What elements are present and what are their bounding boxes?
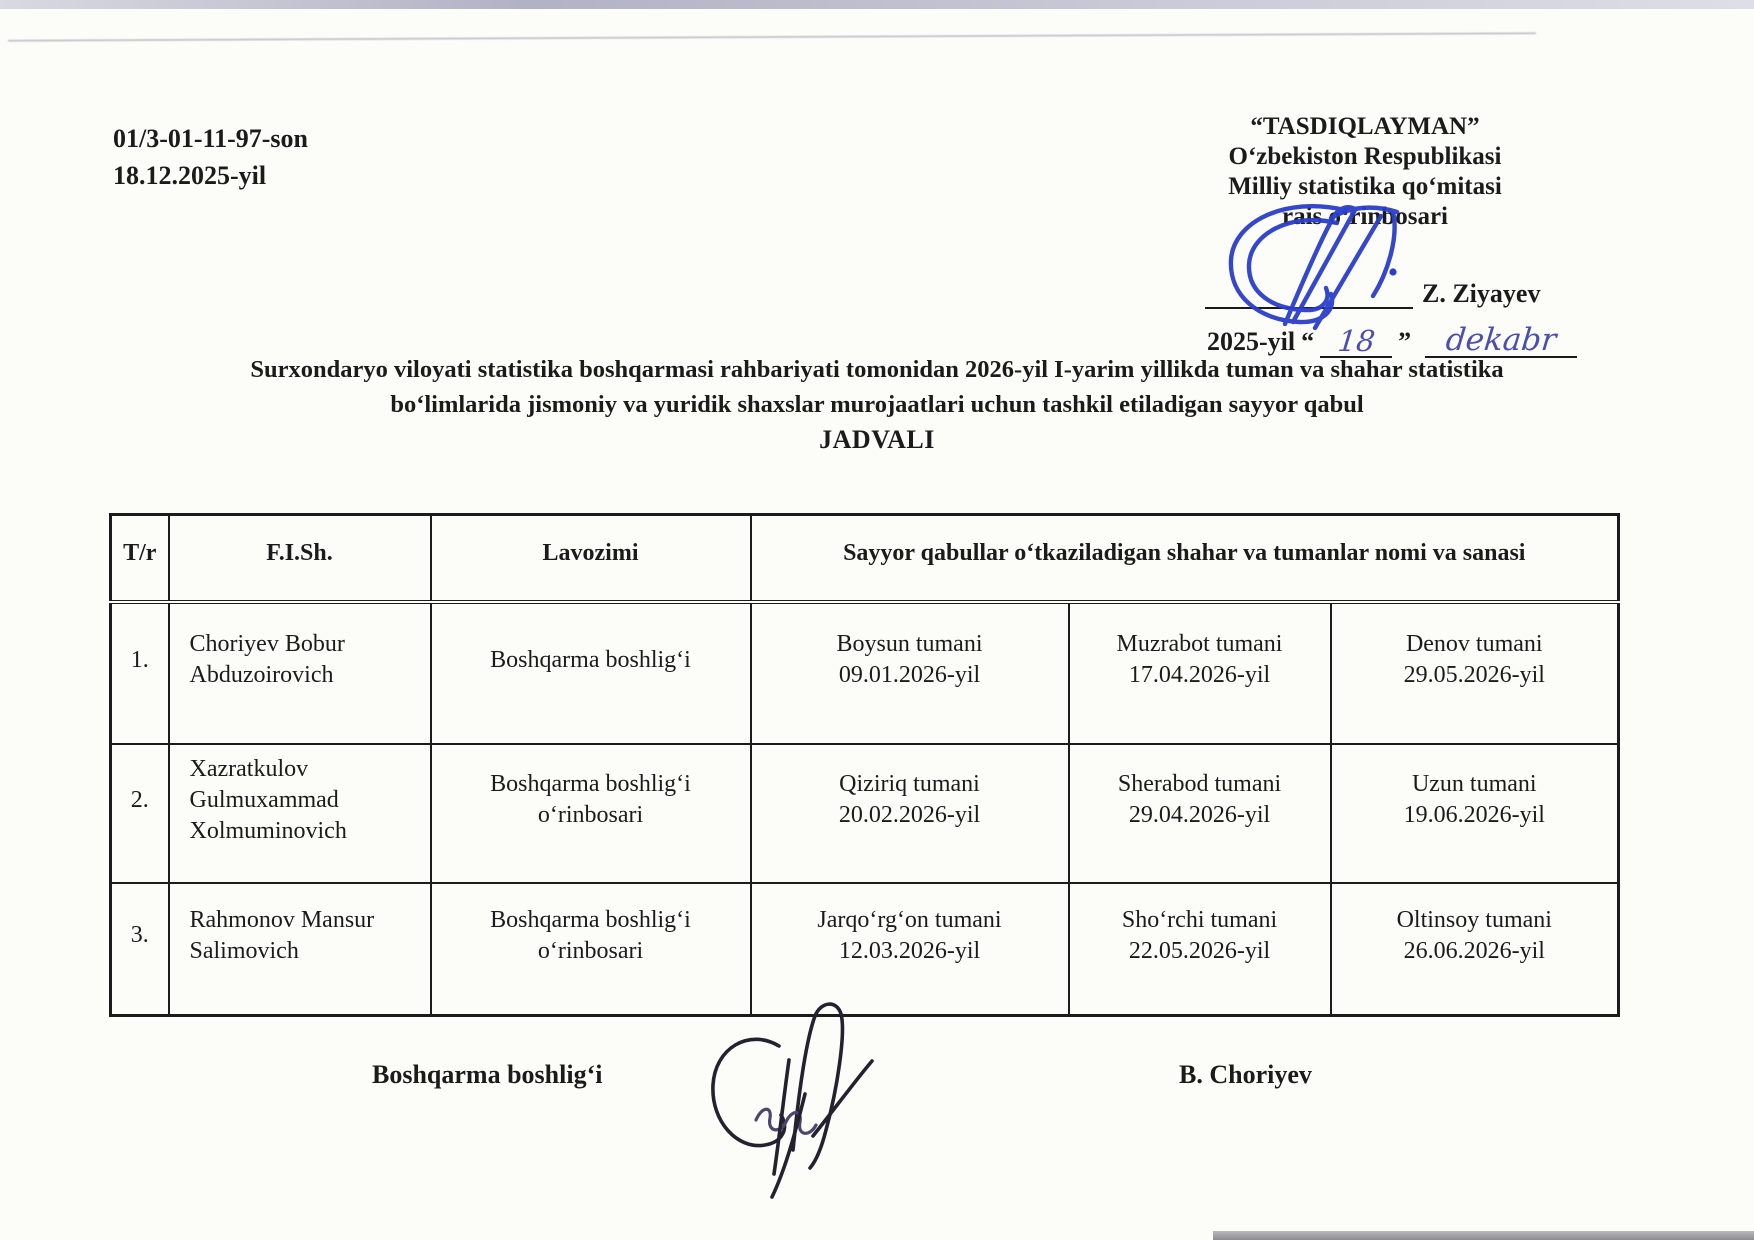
handwritten-month: dekabr [1444,322,1559,358]
header-position: Lavozimi [431,515,751,602]
visit-place: Sherabod tumani [1117,771,1282,797]
cell-num: 3. [111,883,169,1016]
title-line3: JADVALI [819,425,935,454]
scanner-edge-band-bottom [1213,1231,1754,1240]
handwritten-day: 18 [1335,324,1377,358]
schedule-table [109,513,1620,1017]
footer-signer-name: B. Choriyev [1179,1060,1312,1089]
cell-visit [1069,602,1331,744]
document-number-block [113,120,308,194]
cell-name: Rahmonov Mansur Salimovich [169,883,431,1016]
cell-position: Boshqarma boshlig‘i o‘rinbosari [431,744,751,883]
cell-num: 2. [111,744,169,883]
cell-position: Boshqarma boshlig‘i [431,602,751,744]
table-row [111,883,1619,1016]
cell-visit [1331,883,1619,1016]
visit-date: 29.04.2026-yil [1128,802,1271,828]
visit-place: Jarqo‘rg‘on tumani [817,906,1002,933]
scan-artifact-line [8,32,1536,41]
table-header-row [111,515,1619,602]
scanner-edge-band [0,0,1754,9]
footer-position-label: Boshqarma boshlig‘i [372,1060,603,1089]
cell-name: Choriyev Bobur Abduzoirovich [169,602,431,744]
cell-visit [751,744,1069,883]
visit-date: 09.01.2026-yil [838,662,981,688]
approval-org-line2: Milliy statistika qo‘mitasi [1228,173,1502,200]
visit-place: Qiziriq tumani [839,771,980,797]
cell-visit [1331,602,1619,744]
visit-place: Muzrabot tumani [1116,631,1283,657]
cell-num: 1. [111,602,169,744]
visit-place: Boysun tumani [836,631,983,657]
table-row [111,602,1619,744]
cell-visit [751,602,1069,744]
cell-position: Boshqarma boshlig‘i o‘rinbosari [431,883,751,1016]
cell-visit [1331,744,1619,883]
visit-date: 19.06.2026-yil [1403,802,1545,828]
visit-date: 12.03.2026-yil [838,937,981,964]
header-name: F.I.Sh. [169,515,431,602]
header-num: T/r [111,515,169,602]
title-line2: bo‘limlarida jismoniy va yuridik shaxslar murojaatlari uchun tashkil etiladigan sayyor qabul [390,391,1364,418]
ink-dot [1389,268,1396,275]
approval-signature-ink [1223,196,1413,336]
visit-date: 22.05.2026-yil [1128,937,1271,964]
visit-place: Sho‘rchi tumani [1121,906,1278,933]
cell-visit [1069,883,1331,1016]
table-row [111,744,1619,883]
approval-year-label: 2025-yil [1207,327,1296,356]
document-date: 18.12.2025-yil [113,161,267,190]
approval-org-line1: O‘zbekiston Respublikasi [1228,143,1502,170]
cell-visit [1069,744,1331,883]
document-title [97,352,1657,457]
header-visits: Sayyor qabullar o‘tkaziladigan shahar va tumanlar nomi va sanasi [751,515,1619,602]
visit-date: 17.04.2026-yil [1128,662,1271,688]
close-quote: ” [1398,327,1412,356]
cell-visit [751,883,1069,1016]
visit-place: Uzun tumani [1411,771,1537,797]
footer-signature-ink [693,998,883,1203]
visit-date: 26.06.2026-yil [1403,937,1545,964]
visit-place: Oltinsoy tumani [1396,906,1552,933]
cell-name: Xazratkulov Gulmuxammad Xolmuminovich [169,744,431,883]
title-line1: Surxondaryo viloyati statistika boshqarmasi rahbariyati tomonidan 2026-yil I-yarim yillikda tuman va shahar statistika [250,356,1504,383]
visit-date: 20.02.2026-yil [838,802,981,828]
visit-place: Denov tumani [1405,631,1543,657]
approval-org-line3: rais o‘rinbosari [1282,203,1448,230]
visit-date: 29.05.2026-yil [1403,662,1545,688]
open-quote: “ [1301,327,1315,356]
document-number: 01/3-01-11-97-son [113,124,308,153]
approval-title: “TASDIQLAYMAN” [1250,113,1480,140]
approval-signer-name: Z. Ziyayev [1422,279,1541,308]
